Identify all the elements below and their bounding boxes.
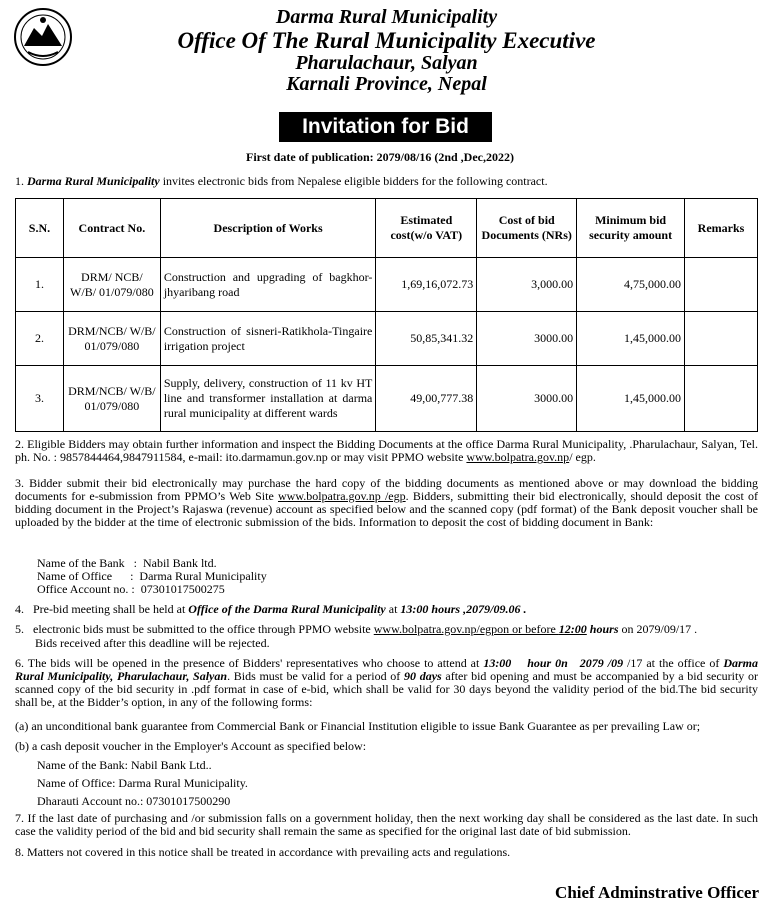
col-description: Description of Works [160,199,376,258]
paragraph-2: 2. Eligible Bidders may obtain further information and inspect the Bidding Documents at the office Darma Rural Municipality, .Pharulachaur, Salyan, Tel. ph. No. : 9857844464,9847911584, e-mail: ito.darmamun.gov.np or may visit PPMO website www.bolpatra.gov.np/ egp. [15,437,758,464]
paragraph-b: (b) a cash deposit voucher in the Employer's Account as specified below: [15,739,367,753]
paragraph-4: 4. Pre-bid meeting shall be held at Office of the Darma Rural Municipality at 13:00 hours ,2079/09.06 . [15,602,527,616]
municipality-name: Darma Rural Municipality [275,6,498,28]
table-row: 3. DRM/NCB/ W/B/ 01/079/080 Supply, delivery, construction of 11 kv HT line and transformer installation at darma rural municipality at different wards 49,00,777.38 3000.00 1,45,000.00 [16,366,758,432]
col-estimated-cost: Estimated cost(w/o VAT) [376,199,477,258]
paragraph-8: 8. Matters not covered in this notice shall be treated in accordance with prevailing acts and regulations. [15,845,511,859]
signature-title: Chief Adminstrative Officer [555,883,759,902]
office-address: Pharulachaur, Salyan [295,52,478,74]
deposit-details: Name of the Bank: Nabil Bank Ltd.. Name of Office: Darma Rural Municipality. Dharauti Account no.: 07301017500290 [37,758,248,808]
bank-details: Name of the Bank : Nabil Bank ltd. Name of Office : Darma Rural Municipality Office Account no. : 07301017500275 [37,556,267,596]
bolpatra-egp-link[interactable]: www.bolpatra.gov.np /egp [278,489,406,503]
paragraph-5: 5. electronic bids must be submitted to the office through PPMO website www.bolpatra.gov.np/egpon or before 12:00 hours on 2079/09/17 . [15,622,698,636]
bolpatra-link[interactable]: www.bolpatra.gov.np [466,450,570,464]
col-doc-cost: Cost of bid Documents (NRs) [477,199,577,258]
col-remarks: Remarks [685,199,758,258]
office-name: Office Of The Rural Municipality Executive [177,28,596,53]
letterhead [0,6,773,95]
col-contract-no: Contract No. [63,199,160,258]
col-sn: S.N. [16,199,64,258]
paragraph-6: 6. The bids will be opened in the presence of Bidders' representatives who choose to attend at 13:00 hour 0n 2079 /09 /17 at the office of Darma Rural Municipality, Pharulachaur, Salyan. Bids must be valid for a period of 90 days after bid opening and must be accompanied by a bid security or scanned copy of the bid security in .pdf format in case of e-bid, which shall be valid for 30 days beyond the validity period of the bid.The bid security shall be, at the Bidder’s option, in any of the following forms: [15,656,759,709]
province-line: Karnali Province, Nepal [286,73,487,95]
table-row: 1. DRM/ NCB/ W/B/ 01/079/080 Construction and upgrading of bagkhor-jhyaribang road 1,69,16,072.73 3,000.00 4,75,000.00 [16,258,758,312]
publication-date: First date of publication: 2079/08/16 (2nd ,Dec,2022) [246,150,514,164]
paragraph-5-line2: Bids received after this deadline will be rejected. [35,636,270,650]
col-bid-security: Minimum bid security amount [577,199,685,258]
table-header-row [16,199,758,258]
bolpatra-egpon-link[interactable]: www.bolpatra.gov.np/egpon or before [373,622,559,636]
paragraph-1: 1. Darma Rural Municipality invites electronic bids from Nepalese eligible bidders for the following contract. [15,174,548,188]
paragraph-3: 3. Bidder submit their bid electronically may purchase the hard copy of the bidding documents as mentioned above or may download the bidding documents for e-submission from PPMO’s Web Site www.bolpatra.gov.np /egp. Bidders, submitting their bid electronically, should deposit the cost of bidding document in the Project’s Rajaswa (revenue) account as specified below and the scanned copy (pdf format) of the Bank deposit voucher shall be uploaded by the bidder at the time of electronic submission of the bids. Information to deposit the cost of bidding document in Bank: [15,476,758,529]
paragraph-7: 7. If the last date of purchasing and /or submission falls on a government holiday, then the next working day shall be considered as the last date. In such case the validity period of the bid and bid security shall remain the same as specified for the original last date of bid submission. [15,811,758,838]
notice-title: Invitation for Bid [279,112,492,142]
paragraph-a: (a) an unconditional bank guarantee from Commercial Bank or Financial Institution eligible to issue Bank Guarantee as per prevailing Law or; [15,719,701,733]
contract-table [15,198,758,432]
table-row: 2. DRM/NCB/ W/B/ 01/079/080 Construction of sisneri-Ratikhola-Tingaire irrigation project 50,85,341.32 3000.00 1,45,000.00 [16,312,758,366]
